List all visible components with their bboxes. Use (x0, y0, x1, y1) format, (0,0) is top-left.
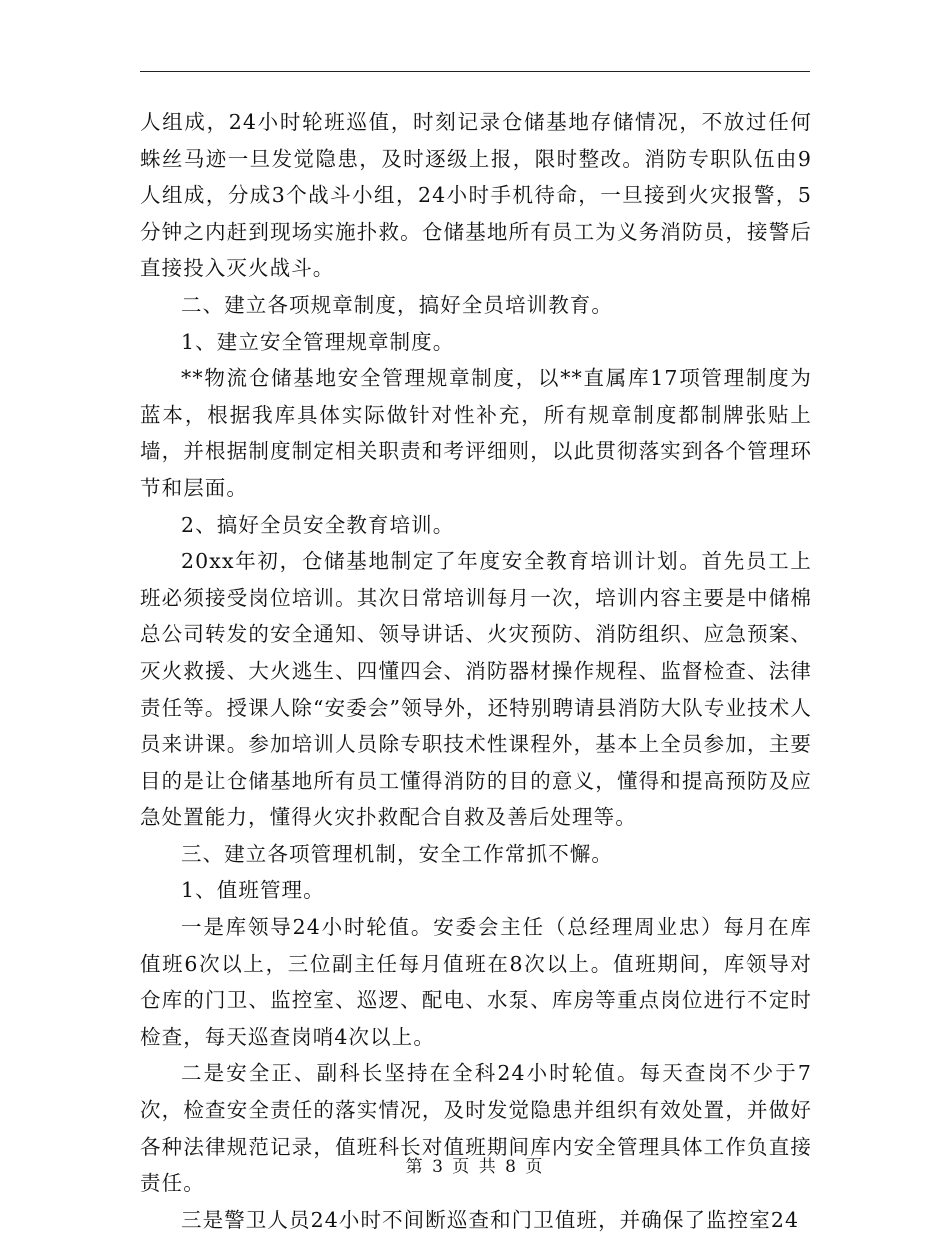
section-heading-3: 三、建立各项管理机制，安全工作常抓不懈。 (181, 841, 613, 866)
paragraph-duty-1: 一是库领导24小时轮值。安委会主任（总经理周业忠）每月在库值班6次以上，三位副主任每月值班在8次以上。值班期间，库领导对仓库的门卫、监控室、巡逻、配电、水泵、库房等重点岗位进行不定时检查，每天巡查岗哨4次以上。 (140, 915, 812, 1049)
paragraph-1: 人组成，24小时轮班巡值，时刻记录仓储基地存储情况，不放过任何蛛丝马迹一旦发觉隐患，及时逐级上报，限时整改。消防专职队伍由9人组成，分成3个战斗小组，24小时手机待命，一旦接到火灾报警，5分钟之内赶到现场实施扑救。仓储基地所有员工为义务消防员，接警后直接投入灭火战斗。 (140, 110, 812, 281)
page-footer: 第 3 页 共 8 页 (405, 1157, 545, 1177)
subheading-3-1: 1、值班管理。 (181, 878, 325, 903)
subheading-2-2: 2、搞好全员安全教育培训。 (181, 512, 455, 537)
document-body (140, 104, 812, 1238)
section-heading-2: 二、建立各项规章制度，搞好全员培训教育。 (181, 292, 613, 317)
subheading-2-1: 1、建立安全管理规章制度。 (181, 329, 455, 354)
paragraph-training: 20xx年初，仓储基地制定了年度安全教育培训计划。首先员工上班必须接受岗位培训。其次日常培训每月一次，培训内容主要是中储棉总公司转发的安全通知、领导讲话、火灾预防、消防组织、应急预案、灭火救援、大火逃生、四懂四会、消防器材操作规程、监督检查、法律责任等。授课人除“安委会”领导外，还特别聘请县消防大队专业技术人员来讲课。参加培训人员除专职技术性课程外，基本上全员参加，主要目的是让仓储基地所有员工懂得消防的目的意义，懂得和提高预防及应急处置能力，懂得火灾扑救配合自救及善后处理等。 (140, 549, 812, 830)
paragraph-regulations: **物流仓储基地安全管理规章制度，以**直属库17项管理制度为蓝本，根据我库具体实际做针对性补充，所有规章制度都制牌张贴上墙，并根据制度制定相关职责和考评细则，以此贯彻落实到各个管理环节和层面。 (140, 366, 812, 500)
paragraph-duty-3: 三是警卫人员24小时不间断巡查和门卫值班，并确保了监控室24 (181, 1207, 800, 1232)
paragraph-duty-2: 二是安全正、副科长坚持在全科24小时轮值。每天查岗不少于7次，检查安全责任的落实情况，及时发觉隐患并组织有效处置，并做好各种法律规范记录，值班科长对值班期间库内安全管理具体工作负直接责任。 (140, 1061, 812, 1196)
header-rule (140, 71, 810, 72)
